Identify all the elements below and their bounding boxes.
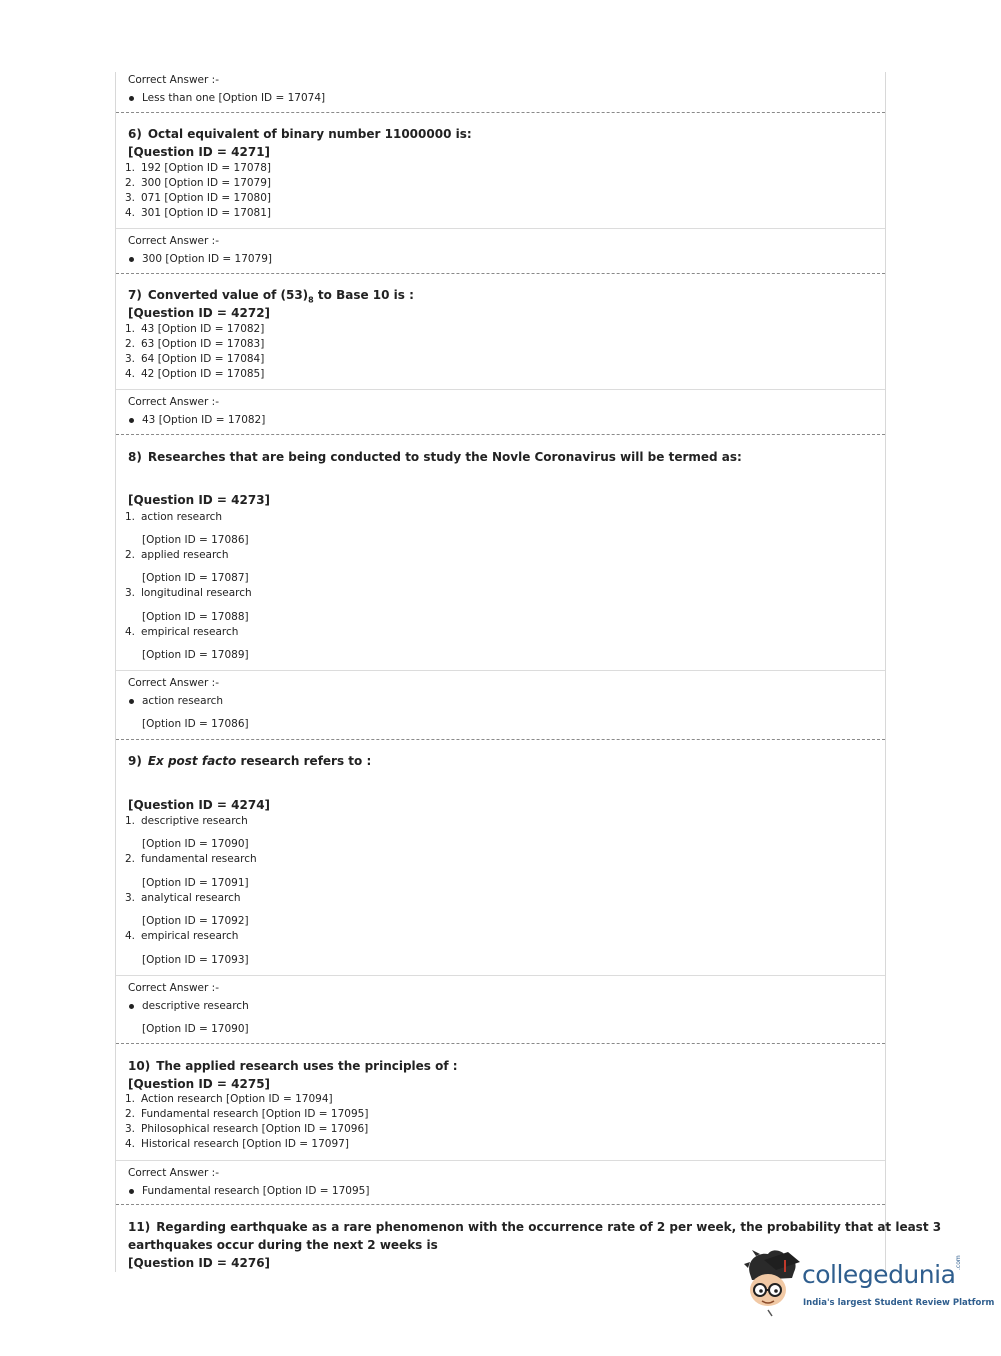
correct-answer-item: 43 [Option ID = 17082] xyxy=(128,414,265,426)
bullet-icon xyxy=(129,1004,134,1009)
collegedunia-logo[interactable] xyxy=(742,1248,995,1318)
answer-divider xyxy=(116,389,885,390)
brand-name: collegedunia xyxy=(802,1260,956,1289)
correct-answer-item: 300 [Option ID = 17079] xyxy=(128,253,272,265)
question-10-text: 10) The applied research uses the principles of : xyxy=(128,1059,458,1073)
question-11-text: 11) Regarding earthquake as a rare phenomenon with the occurrence rate of 2 per week, the probability that at least 3 xyxy=(128,1220,942,1234)
question-8-option-id: [Option ID = 17088] xyxy=(142,611,249,623)
question-9-text: 9) Ex post facto research refers to : xyxy=(128,754,372,768)
correct-answer-label: Correct Answer :- xyxy=(128,396,219,408)
question-10-option: 2. Fundamental research [Option ID = 17095] xyxy=(125,1108,369,1120)
question-8-option: 3. longitudinal research xyxy=(125,587,252,599)
question-8-option: 2. applied research xyxy=(125,549,229,561)
question-7-text: 7) Converted value of $(53)_8$ to Base 10 is : xyxy=(128,288,414,305)
question-7-option: 4. 42 [Option ID = 17085] xyxy=(125,368,265,380)
question-10-id: [Question ID = 4275] xyxy=(128,1077,271,1091)
bullet-icon xyxy=(129,96,134,101)
answer-divider xyxy=(116,228,885,229)
question-9-option-id: [Option ID = 17090] xyxy=(142,838,249,850)
question-7-option: 3. 64 [Option ID = 17084] xyxy=(125,353,265,365)
correct-answer-item: descriptive research xyxy=(128,1000,249,1012)
question-divider xyxy=(116,1043,885,1044)
bullet-icon xyxy=(129,699,134,704)
question-8-text: 8) Researches that are being conducted to study the Novle Coronavirus will be termed as: xyxy=(128,450,742,464)
question-8-option-id: [Option ID = 17086] xyxy=(142,534,249,546)
question-8-option: 1. action research xyxy=(125,511,223,523)
question-7-id: [Question ID = 4272] xyxy=(128,306,271,320)
question-6-option: 4. 301 [Option ID = 17081] xyxy=(125,207,272,219)
question-8-option-id: [Option ID = 17087] xyxy=(142,572,249,584)
question-6-id: [Question ID = 4271] xyxy=(128,145,271,159)
question-9-option: 3. analytical research xyxy=(125,892,241,904)
question-7-option: 2. 63 [Option ID = 17083] xyxy=(125,338,265,350)
mascot-icon xyxy=(742,1248,802,1318)
correct-answer-item: Fundamental research [Option ID = 17095] xyxy=(128,1185,369,1197)
bullet-icon xyxy=(129,257,134,262)
question-divider xyxy=(116,739,885,740)
bullet-icon xyxy=(129,418,134,423)
question-divider xyxy=(116,434,885,435)
question-9-option-id: [Option ID = 17093] xyxy=(142,954,249,966)
question-9-option: 4. empirical research xyxy=(125,930,239,942)
correct-answer-label: Correct Answer :- xyxy=(128,235,219,247)
question-6-text: 6) Octal equivalent of binary number 11000000 is: xyxy=(128,127,472,141)
question-9-option: 1. descriptive research xyxy=(125,815,248,827)
question-divider xyxy=(116,112,885,113)
question-10-option: 3. Philosophical research [Option ID = 17096] xyxy=(125,1123,369,1135)
question-paper-page xyxy=(115,72,942,1272)
question-11-text-cont: earthquakes occur during the next 2 weeks is xyxy=(128,1238,438,1252)
correct-answer-label: Correct Answer :- xyxy=(128,74,219,86)
answer-divider xyxy=(116,1160,885,1161)
question-divider xyxy=(116,273,885,274)
question-divider xyxy=(116,1204,885,1205)
question-6-option: 2. 300 [Option ID = 17079] xyxy=(125,177,272,189)
question-9-option: 2. fundamental research xyxy=(125,853,257,865)
correct-answer-label: Correct Answer :- xyxy=(128,982,219,994)
question-8-id: [Question ID = 4273] xyxy=(128,493,271,507)
question-7-option: 1. 43 [Option ID = 17082] xyxy=(125,323,265,335)
question-11-id: [Question ID = 4276] xyxy=(128,1256,271,1270)
correct-answer-option-id: [Option ID = 17090] xyxy=(142,1023,249,1035)
brand-tagline: India's largest Student Review Platform xyxy=(803,1298,995,1308)
correct-answer-label: Correct Answer :- xyxy=(128,677,219,689)
question-9-option-id: [Option ID = 17091] xyxy=(142,877,249,889)
question-6-option: 3. 071 [Option ID = 17080] xyxy=(125,192,272,204)
correct-answer-label: Correct Answer :- xyxy=(128,1167,219,1179)
question-8-option-id: [Option ID = 17089] xyxy=(142,649,249,661)
correct-answer-item: Less than one [Option ID = 17074] xyxy=(128,92,325,104)
question-6-option: 1. 192 [Option ID = 17078] xyxy=(125,162,272,174)
correct-answer-item: action research xyxy=(128,695,223,707)
question-9-option-id: [Option ID = 17092] xyxy=(142,915,249,927)
question-8-option: 4. empirical research xyxy=(125,626,239,638)
answer-divider xyxy=(116,975,885,976)
question-9-id: [Question ID = 4274] xyxy=(128,798,271,812)
answer-divider xyxy=(116,670,885,671)
bullet-icon xyxy=(129,1189,134,1194)
correct-answer-option-id: [Option ID = 17086] xyxy=(142,718,249,730)
brand-domain: .com xyxy=(955,1255,962,1270)
question-10-option: 4. Historical research [Option ID = 17097] xyxy=(125,1138,349,1150)
question-10-option: 1. Action research [Option ID = 17094] xyxy=(125,1093,333,1105)
